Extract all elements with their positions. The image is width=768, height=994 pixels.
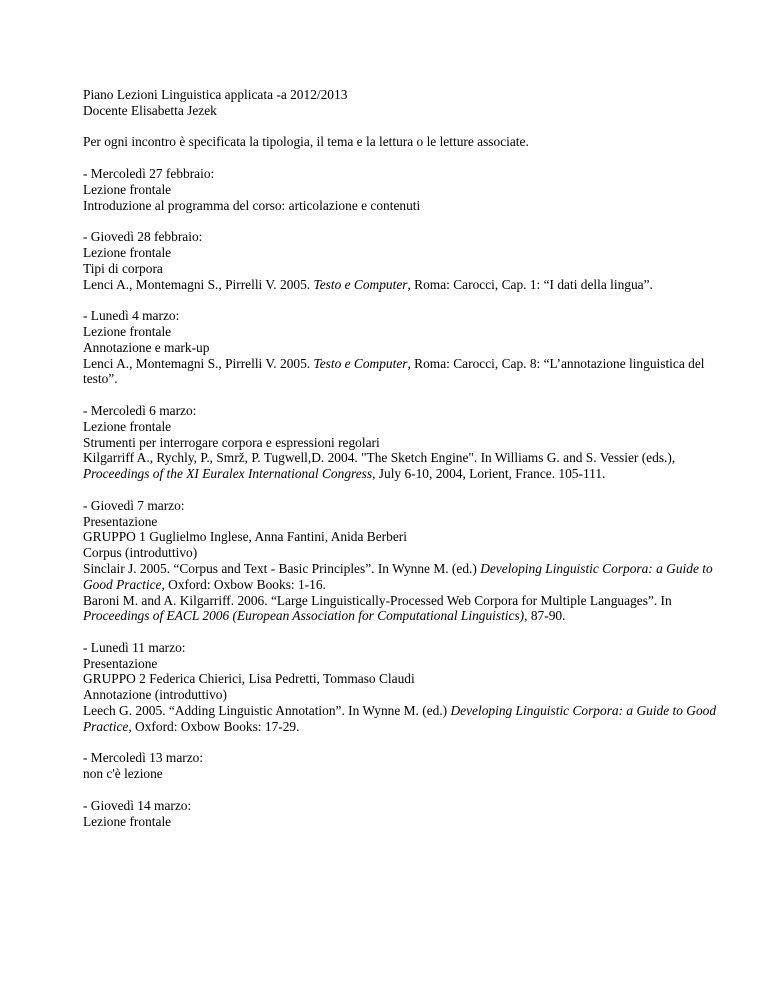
teacher-name: Docente Elisabetta Jezek bbox=[83, 102, 217, 118]
session-date: - Giovedì 28 febbraio: bbox=[83, 229, 203, 245]
session-type: Lezione frontale bbox=[83, 323, 172, 339]
session-type: Lezione frontale bbox=[83, 181, 172, 197]
session-date: - Giovedì 14 marzo: bbox=[83, 797, 192, 813]
session-type: Lezione frontale bbox=[83, 813, 172, 829]
session-block bbox=[83, 308, 723, 387]
reading-title: Proceedings of the XI Euralex International Congress bbox=[83, 466, 373, 482]
intro-paragraph bbox=[83, 134, 723, 150]
session-topic: Corpus (introduttivo) bbox=[83, 545, 198, 561]
session-type: Lezione frontale bbox=[83, 244, 172, 260]
reading-title: Developing Linguistic Corpora: a Guide to Good Practice bbox=[83, 703, 717, 734]
intro-text: Per ogni incontro è specificata la tipologia, il tema e la lettura o le letture associate. bbox=[83, 134, 529, 150]
session-reading: Kilgarriff A., Rychly, P., Smrž, P. Tugwell,D. 2004. "The Sketch Engine". In Williams G. and S. Vessier (eds.), Proceedings of the XI Euralex International Congress, July 6-10, 2004, Lorient, France. 105-111. bbox=[83, 450, 676, 482]
session-note: non c'è lezione bbox=[83, 766, 163, 782]
document-title: Piano Lezioni Linguistica applicata -a 2012/2013 bbox=[83, 87, 348, 102]
session-date: - Lunedì 4 marzo: bbox=[83, 308, 180, 324]
session-date: - Mercoledì 27 febbraio: bbox=[83, 165, 215, 181]
session-date: - Giovedì 7 marzo: bbox=[83, 497, 185, 513]
session-reading: Lenci A., Montemagni S., Pirrelli V. 2005. Testo e Computer, Roma: Carocci, Cap. 8: “L’annotazione linguistica del testo”. bbox=[83, 355, 705, 387]
session-block bbox=[83, 229, 723, 292]
reading-title: Testo e Computer bbox=[313, 355, 408, 371]
session-block bbox=[83, 498, 723, 624]
session-topic: Annotazione (introduttivo) bbox=[83, 687, 227, 703]
session-type: Presentazione bbox=[83, 655, 158, 671]
session-date: - Lunedì 11 marzo: bbox=[83, 639, 186, 655]
document-header bbox=[83, 87, 723, 119]
session-reading: Sinclair J. 2005. “Corpus and Text - Basic Principles”. In Wynne M. (ed.) Developing Linguistic Corpora: a Guide to Good Practice, Oxford: Oxbow Books: 1-16. bbox=[83, 560, 713, 592]
session-block bbox=[83, 166, 723, 213]
session-reading: Leech G. 2005. “Adding Linguistic Annotation”. In Wynne M. (ed.) Developing Linguistic Corpora: a Guide to Good Practice, Oxford: Oxbow Books: 17-29. bbox=[83, 703, 717, 734]
session-reading: Baroni M. and A. Kilgarriff. 2006. “Large Linguistically-Processed Web Corpora for Multiple Languages”. In Proceedings of EACL 2006 (European Association for Computational Linguistics), 87-90. bbox=[83, 592, 672, 624]
session-topic: Tipi di corpora bbox=[83, 260, 163, 276]
session-date: - Mercoledì 13 marzo: bbox=[83, 750, 204, 766]
session-group: GRUPPO 2 Federica Chierici, Lisa Pedretti, Tommaso Claudi bbox=[83, 671, 415, 687]
session-block bbox=[83, 798, 723, 830]
document-page bbox=[83, 87, 723, 845]
reading-title: Proceedings of EACL 2006 (European Association for Computational Linguistics) bbox=[83, 608, 525, 624]
session-topic: Annotazione e mark-up bbox=[83, 339, 210, 355]
session-topic: Strumenti per interrogare corpora e espressioni regolari bbox=[83, 434, 380, 450]
reading-title: Developing Linguistic Corpora: a Guide to Good Practice bbox=[83, 560, 713, 592]
reading-title: Testo e Computer bbox=[313, 276, 408, 292]
session-type: Lezione frontale bbox=[83, 418, 172, 434]
session-block bbox=[83, 750, 723, 782]
session-type: Presentazione bbox=[83, 513, 158, 529]
session-topic: Introduzione al programma del corso: articolazione e contenuti bbox=[83, 197, 421, 213]
session-date: - Mercoledì 6 marzo: bbox=[83, 402, 197, 418]
session-block bbox=[83, 403, 723, 482]
session-reading: Lenci A., Montemagni S., Pirrelli V. 2005. Testo e Computer, Roma: Carocci, Cap. 1: “I dati della lingua”. bbox=[83, 276, 653, 292]
session-group: GRUPPO 1 Guglielmo Inglese, Anna Fantini, Anida Berberi bbox=[83, 529, 407, 545]
session-block bbox=[83, 640, 723, 735]
